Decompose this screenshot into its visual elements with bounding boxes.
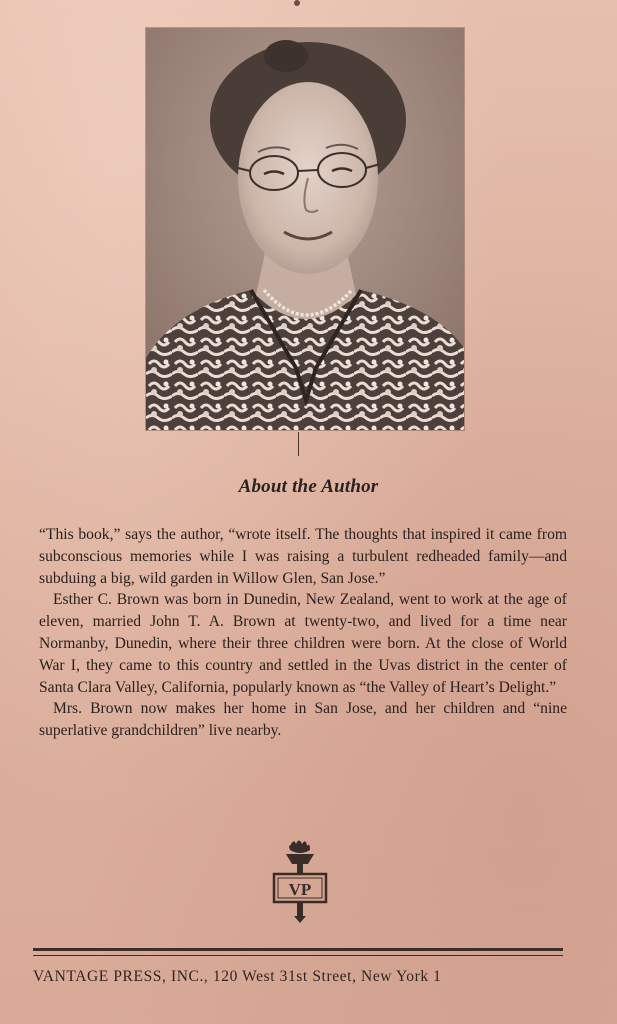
bio-paragraph-quote: “This book,” says the author, “wrote itself. The thoughts that inspired it came from subconscious memories while I was raising a turbulent redheaded family—and subduing a big, wild garden in Willow Glen, San Jose.” <box>39 526 567 587</box>
publisher-logo-text: VP <box>288 880 312 899</box>
printing-mark <box>294 0 300 6</box>
photo-divider-tick <box>298 432 299 456</box>
publisher-address: VANTAGE PRESS, INC., 120 West 31st Street, New York 1 <box>33 968 442 985</box>
publisher-logo-icon <box>268 838 332 924</box>
bio-paragraph-home: Mrs. Brown now makes her home in San Jose, and her children and “nine superlative grandchildren” live nearby. <box>39 700 567 740</box>
author-photo-illustration <box>146 28 464 430</box>
footer-rule-thick <box>33 948 563 951</box>
section-heading: About the Author <box>238 476 379 497</box>
author-biography <box>39 524 567 742</box>
footer-rule-thin <box>33 955 563 956</box>
bio-paragraph-life: Esther C. Brown was born in Dunedin, New Zealand, went to work at the age of eleven, married John T. A. Brown at twenty-two, and lived for a time near Normanby, Dunedin, where their three children were born. At the close of World War I, they came to this country and settled in the Uvas district in the center of Santa Clara Valley, California, popularly known as “the Valley of Heart’s Delight.” <box>39 591 567 696</box>
author-portrait <box>146 28 464 430</box>
